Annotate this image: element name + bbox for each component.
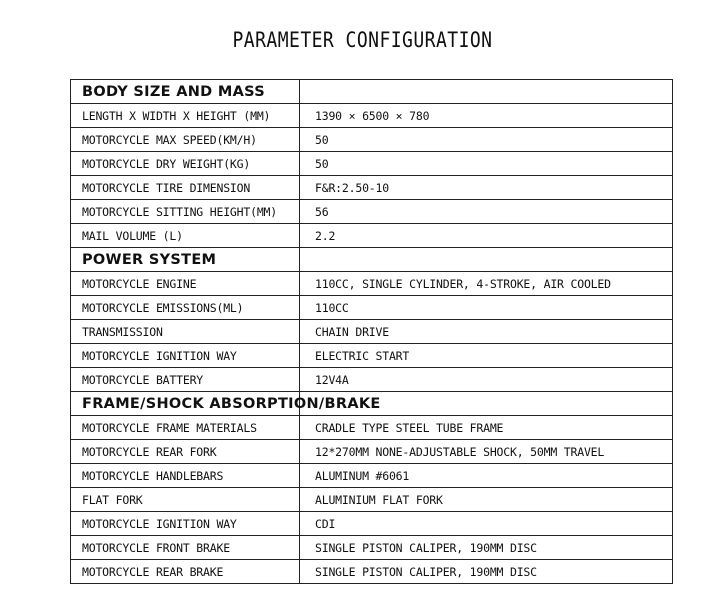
row-label: MOTORCYCLE ENGINE xyxy=(71,272,300,296)
row-label: MOTORCYCLE SITTING HEIGHT(MM) xyxy=(71,200,300,224)
row-label: TRANSMISSION xyxy=(71,320,300,344)
table-row xyxy=(71,224,673,248)
row-label: MOTORCYCLE TIRE DIMENSION xyxy=(71,176,300,200)
row-value: ELECTRIC START xyxy=(300,344,673,368)
section-heading: FRAME/SHOCK ABSORPTION/BRAKE xyxy=(71,392,300,416)
section-heading-blank xyxy=(300,80,673,104)
row-value: 110CC, SINGLE CYLINDER, 4-STROKE, AIR COOLED xyxy=(300,272,673,296)
row-label: MOTORCYCLE REAR FORK xyxy=(71,440,300,464)
row-value: ALUMINUM #6061 xyxy=(300,464,673,488)
table-row xyxy=(71,152,673,176)
table-row xyxy=(71,512,673,536)
table-row xyxy=(71,440,673,464)
row-label: MOTORCYCLE MAX SPEED(KM/H) xyxy=(71,128,300,152)
row-value: 50 xyxy=(300,128,673,152)
row-label: MOTORCYCLE DRY WEIGHT(KG) xyxy=(71,152,300,176)
row-value: 1390 × 6500 × 780 xyxy=(300,104,673,128)
section-header-row xyxy=(71,248,673,272)
row-value: 2.2 xyxy=(300,224,673,248)
table-row xyxy=(71,104,673,128)
section-heading: POWER SYSTEM xyxy=(71,248,300,272)
row-label: LENGTH X WIDTH X HEIGHT (MM) xyxy=(71,104,300,128)
table-row xyxy=(71,200,673,224)
table-row xyxy=(71,416,673,440)
table-row xyxy=(71,464,673,488)
row-value: 12*270MM NONE-ADJUSTABLE SHOCK, 50MM TRAVEL xyxy=(300,440,673,464)
table-row xyxy=(71,536,673,560)
row-label: MOTORCYCLE IGNITION WAY xyxy=(71,344,300,368)
table-row xyxy=(71,344,673,368)
section-heading: BODY SIZE AND MASS xyxy=(71,80,300,104)
table-row xyxy=(71,176,673,200)
table-row xyxy=(71,368,673,392)
row-value: CHAIN DRIVE xyxy=(300,320,673,344)
row-value: 110CC xyxy=(300,296,673,320)
row-value: 56 xyxy=(300,200,673,224)
row-label: MOTORCYCLE IGNITION WAY xyxy=(71,512,300,536)
page-title: PARAMETER CONFIGURATION xyxy=(232,28,493,52)
row-label: MOTORCYCLE BATTERY xyxy=(71,368,300,392)
table-row xyxy=(71,488,673,512)
row-label: FLAT FORK xyxy=(71,488,300,512)
row-value: CDI xyxy=(300,512,673,536)
section-header-row xyxy=(71,80,673,104)
section-heading-blank xyxy=(300,248,673,272)
row-value: 50 xyxy=(300,152,673,176)
table-row xyxy=(71,296,673,320)
row-label: MOTORCYCLE FRONT BRAKE xyxy=(71,536,300,560)
spec-table xyxy=(70,79,673,584)
row-value: CRADLE TYPE STEEL TUBE FRAME xyxy=(300,416,673,440)
row-value: SINGLE PISTON CALIPER, 190MM DISC xyxy=(300,536,673,560)
section-header-row xyxy=(71,392,673,416)
row-value: F&R:2.50-10 xyxy=(300,176,673,200)
table-row xyxy=(71,320,673,344)
table-row xyxy=(71,560,673,584)
row-label: MOTORCYCLE HANDLEBARS xyxy=(71,464,300,488)
row-label: MOTORCYCLE REAR BRAKE xyxy=(71,560,300,584)
table-row xyxy=(71,272,673,296)
row-label: MOTORCYCLE FRAME MATERIALS xyxy=(71,416,300,440)
table-row xyxy=(71,128,673,152)
row-value: 12V4A xyxy=(300,368,673,392)
row-value: ALUMINIUM FLAT FORK xyxy=(300,488,673,512)
row-value: SINGLE PISTON CALIPER, 190MM DISC xyxy=(300,560,673,584)
row-label: MAIL VOLUME (L) xyxy=(71,224,300,248)
row-label: MOTORCYCLE EMISSIONS(ML) xyxy=(71,296,300,320)
